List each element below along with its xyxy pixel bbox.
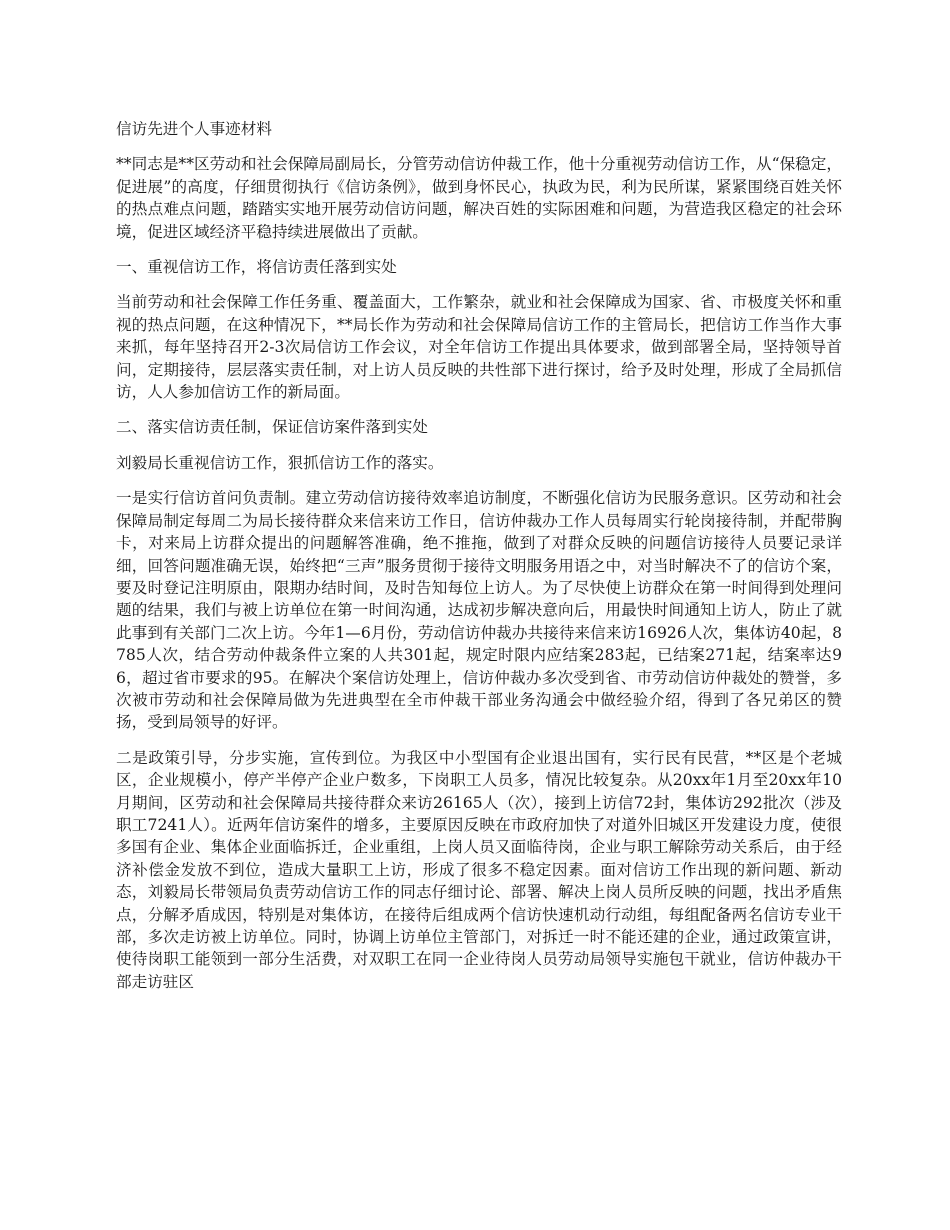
paragraph-point-2: 二是政策引导，分步实施，宣传到位。为我区中小型国有企业退出国有，实行民有民营，**区是个老城区，企业规模小，停产半停产企业户数多，下岗职工人员多，情况比较复杂。从20xx年1月至20xx年10月期间，区劳动和社会保障局共接待群众来访26165人（次），接到上访信72封，集体访292批次（涉及职工7241人）。近两年信访案件的增多，主要原因反映在市政府加快了对道外旧城区开发建设力度，使很多国有企业、集体企业面临拆迁，企业重组，上岗人员又面临待岗，企业与职工解除劳动关系后，由于经济补偿金发放不到位，造成大量职工上访，形成了很多不稳定因素。面对信访工作出现的新问题、新动态，刘毅局长带领局负责劳动信访工作的同志仔细讨论、部署、解决上岗人员所反映的问题，找出矛盾焦点，分解矛盾成因，特别是对集体访，在接待后组成两个信访快速机动行动组，每组配备两名信访专业干部，多次走访被上访单位。同时，协调上访单位主管部门，对拆迁一时不能还建的企业，通过政策宣讲，使待岗职工能领到一部分生活费，对双职工在同一企业待岗人员劳动局领导实施包干就业，信访仲裁办干部走访驻区 (116, 748, 842, 991)
section-heading-2: 二、落实信访责任制，保证信访案件落到实处 (116, 418, 428, 437)
section-heading-1: 一、重视信访工作，将信访责任落到实处 (116, 258, 397, 277)
document-page (116, 118, 842, 1006)
paragraph-section-2-lead: 刘毅局长重视信访工作，狠抓信访工作的落实。 (116, 453, 444, 472)
paragraph-intro: **同志是**区劳动和社会保障局副局长，分管劳动信访仲裁工作，他十分重视劳动信访工作，从“保稳定，促进展”的高度，仔细贯彻执行《信访条例》，做到身怀民心，执政为民，利为民所谋，紧紧围绕百姓关怀的热点难点问题，踏踏实实地开展劳动信访问题，解决百姓的实际困难和问题，为营造我区稳定的社会环境，促进区域经济平稳持续进展做出了贡献。 (116, 155, 842, 241)
document-title: 信访先进个人事迹材料 (116, 120, 272, 138)
paragraph-point-1: 一是实行信访首问负责制。建立劳动信访接待效率追访制度，不断强化信访为民服务意识。区劳动和社会保障局制定每周二为局长接待群众来信来访工作日，信访仲裁办工作人员每周实行轮岗接待制，并配带胸卡，对来局上访群众提出的问题解答准确，绝不推拖，做到了对群众反映的问题信访接待人员要记录详细，回答问题准确无误，始终把“三声”服务贯彻于接待文明服务用语之中，对当时解决不了的信访个案，要及时登记注明原由，限期办结时间，及时告知每位上访人。为了尽快使上访群众在第一时间得到处理问题的结果，我们与被上访单位在第一时间沟通，达成初步解决意向后，用最快时间通知上访人，防止了就此事到有关部门二次上访。今年1—6月份，劳动信访仲裁办共接待来信来访16926人次，集体访40起，8785人次，结合劳动仲裁条件立案的人共301起，规定时限内应结案283起，已结案271起，结案率达96，超过省市要求的95。在解决个案信访处理上，信访仲裁办多次受到省、市劳动信访仲裁处的赞誉，多次被市劳动和社会保障局做为先进典型在全市仲裁干部业务沟通会中做经验介绍，得到了各兄弟区的赞扬，受到局领导的好评。 (116, 489, 842, 732)
paragraph-section-1: 当前劳动和社会保障工作任务重、覆盖面大，工作繁杂，就业和社会保障成为国家、省、市极度关怀和重视的热点问题，在这种情况下，**局长作为劳动和社会保障局信访工作的主管局长，把信访工作当作大事来抓，每年坚持召开2-3次局信访工作会议，对全年信访工作提出具体要求，做到部署全局，坚持领导首问，定期接待，层层落实责任制，对上访人员反映的共性部下进行探讨，给予及时处理，形成了全局抓信访，人人参加信访工作的新局面。 (116, 293, 842, 402)
